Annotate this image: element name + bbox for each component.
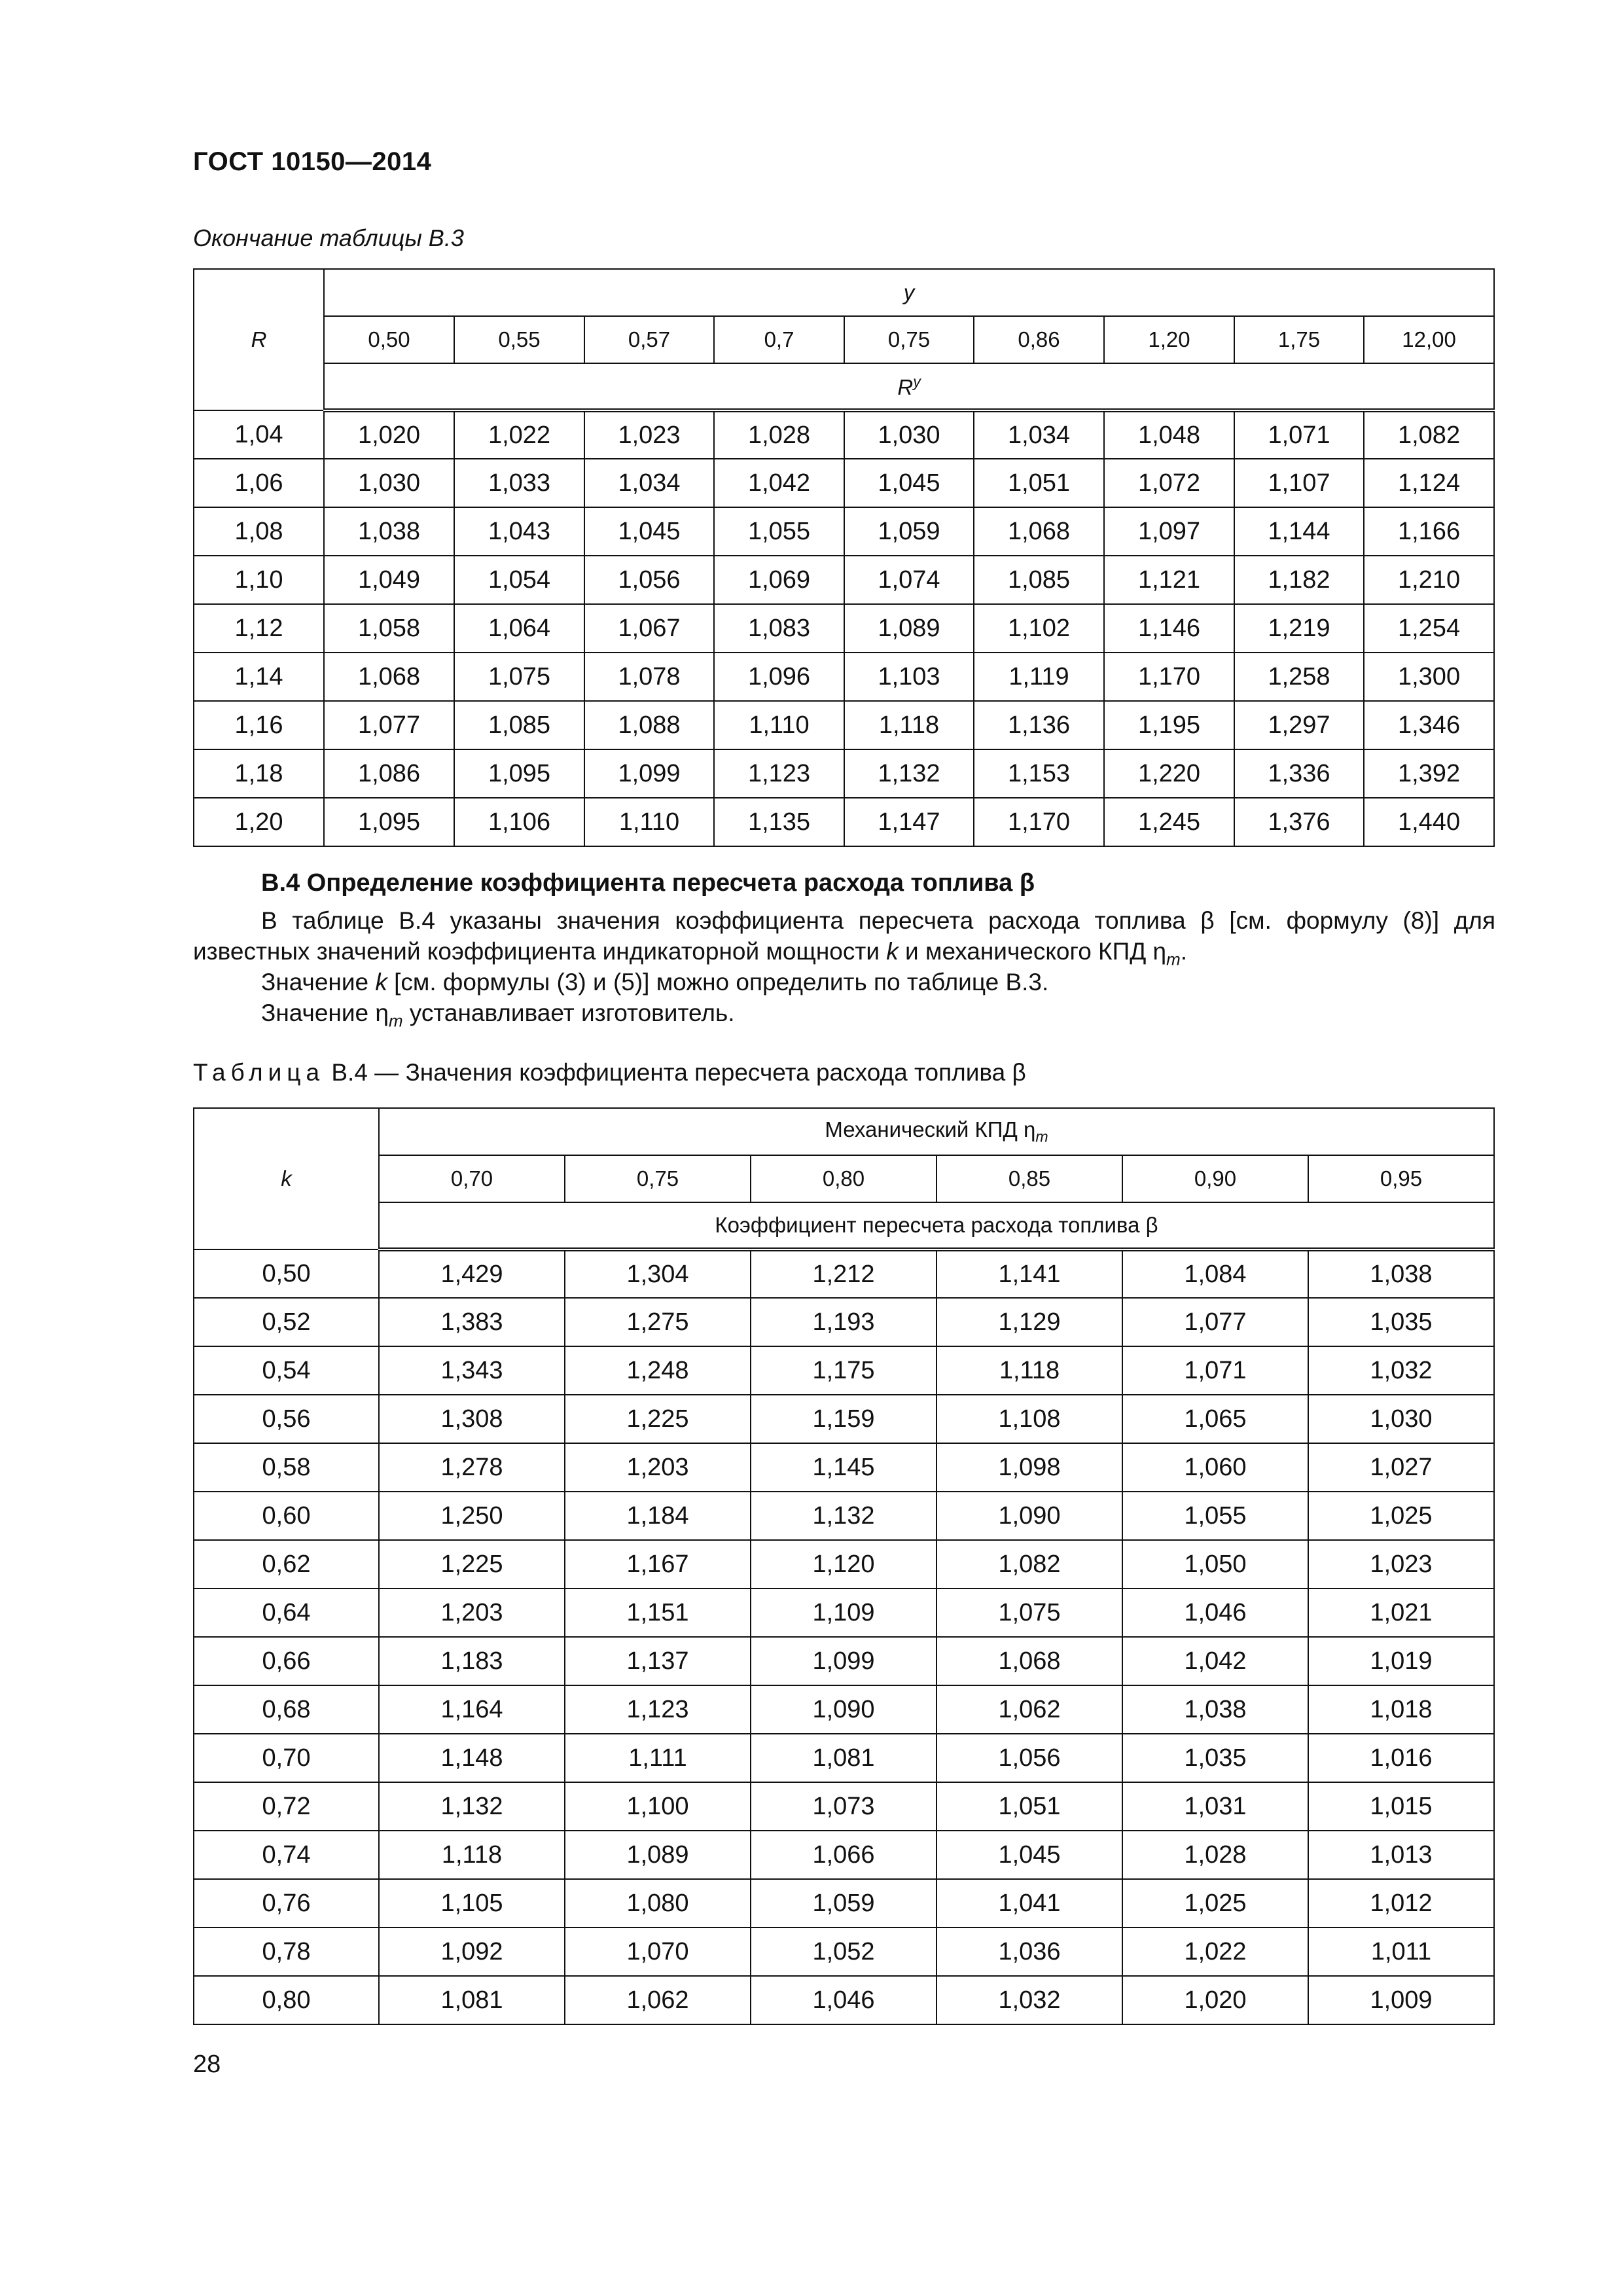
table-b3-cell: 1,297 (1234, 701, 1364, 749)
table-b3-cell: 1,058 (324, 604, 454, 653)
table-b4-row (194, 1782, 1494, 1831)
table-b3-cell: 1,136 (974, 701, 1104, 749)
page-number: 28 (193, 2051, 221, 2078)
table-b4-cell: 1,081 (751, 1734, 936, 1782)
table-b3-row (194, 410, 1494, 459)
table-b4-cell: 1,308 (379, 1395, 565, 1443)
table-b4-cell: 1,075 (936, 1588, 1122, 1637)
table-b3-cell: 1,074 (844, 556, 974, 604)
table-b4-cell: 1,022 (1122, 1928, 1308, 1976)
table-b4-cell: 1,141 (936, 1249, 1122, 1298)
table-b3-row (194, 798, 1494, 846)
table-b4-row (194, 1831, 1494, 1879)
table-b3-cell: 1,048 (1104, 410, 1234, 459)
table-b3-cell: 1,346 (1364, 701, 1494, 749)
table-b3-sub-header: $R^y$ (324, 363, 1494, 410)
table-b3-cell: 1,030 (324, 459, 454, 507)
table-b4-row-label: 0,50 (194, 1249, 379, 1298)
table-b4-cell: 1,036 (936, 1928, 1122, 1976)
table-b4-cell: 1,082 (936, 1540, 1122, 1588)
table-b3-cell: 1,170 (1104, 653, 1234, 701)
table-b3-cell: 1,254 (1364, 604, 1494, 653)
table-b4-row-label: 0,58 (194, 1443, 379, 1492)
table-b4-cell: 1,019 (1308, 1637, 1494, 1685)
table-b4 (193, 1107, 1495, 2025)
table-b3-cell: 1,078 (584, 653, 714, 701)
table-b4-cell: 1,012 (1308, 1879, 1494, 1928)
table-b3-cell: 1,376 (1234, 798, 1364, 846)
table-b4-cell: 1,090 (936, 1492, 1122, 1540)
table-b4-cell: 1,111 (565, 1734, 751, 1782)
table-b3-cell: 1,182 (1234, 556, 1364, 604)
table-b4-cell: 1,225 (379, 1540, 565, 1588)
table-b3-row-label: 1,12 (194, 604, 324, 653)
table-b4-cell: 1,051 (936, 1782, 1122, 1831)
table-b3-cell: 1,135 (714, 798, 844, 846)
section-b4-title: В.4 Определение коэффициента пересчета расхода топлива β (261, 869, 1035, 897)
table-b4-cell: 1,081 (379, 1976, 565, 2024)
table-b3-cell: 1,166 (1364, 507, 1494, 556)
table-b4-cell: 1,108 (936, 1395, 1122, 1443)
table-b4-cell: 1,089 (565, 1831, 751, 1879)
table-b4-cell: 1,118 (936, 1346, 1122, 1395)
table-b3-column-header: 12,00 (1364, 316, 1494, 363)
table-b4-row-label: 0,60 (194, 1492, 379, 1540)
table-b4-cell: 1,065 (1122, 1395, 1308, 1443)
table-b3-cell: 1,118 (844, 701, 974, 749)
table-b3-cell: 1,170 (974, 798, 1104, 846)
table-b4-sub-header: Коэффициент пересчета расхода топлива β (379, 1202, 1494, 1249)
table-b3-column-header: 0,57 (584, 316, 714, 363)
table-b3-row-label: 1,10 (194, 556, 324, 604)
table-b4-cell: 1,055 (1122, 1492, 1308, 1540)
table-b3-cell: 1,119 (974, 653, 1104, 701)
document-header: ГОСТ 10150—2014 (193, 147, 432, 176)
table-b4-row-label: 0,62 (194, 1540, 379, 1588)
table-b3-cell: 1,210 (1364, 556, 1494, 604)
table-b3-cell: 1,075 (454, 653, 584, 701)
table-b4-cell: 1,132 (379, 1782, 565, 1831)
table-b3-cell: 1,146 (1104, 604, 1234, 653)
table-b3-cell: 1,123 (714, 749, 844, 798)
table-b4-cell: 1,015 (1308, 1782, 1494, 1831)
table-b3-cell: 1,038 (324, 507, 454, 556)
table-b4-cell: 1,025 (1308, 1492, 1494, 1540)
table-b3-cell: 1,034 (584, 459, 714, 507)
table-b4-cell: 1,137 (565, 1637, 751, 1685)
table-b4-row (194, 1395, 1494, 1443)
table-b4-cell: 1,159 (751, 1395, 936, 1443)
table-b3-cell: 1,153 (974, 749, 1104, 798)
table-b3-cell: 1,110 (584, 798, 714, 846)
table-b4-row-label: 0,72 (194, 1782, 379, 1831)
table-b4-cell: 1,304 (565, 1249, 751, 1298)
table-b3-cell: 1,095 (324, 798, 454, 846)
table-b3-cell: 1,245 (1104, 798, 1234, 846)
table-b3-cell: 1,102 (974, 604, 1104, 653)
table-b4-cell: 1,203 (565, 1443, 751, 1492)
table-b4-row (194, 1685, 1494, 1734)
table-b3-row-label: 1,16 (194, 701, 324, 749)
table-b4-cell: 1,060 (1122, 1443, 1308, 1492)
table-b4-cell: 1,066 (751, 1831, 936, 1879)
table-b3-cell: 1,072 (1104, 459, 1234, 507)
table-b3-cell: 1,124 (1364, 459, 1494, 507)
table-b4-cell: 1,068 (936, 1637, 1122, 1685)
table-b4-cell: 1,031 (1122, 1782, 1308, 1831)
table-b3-cell: 1,086 (324, 749, 454, 798)
table-b4-cell: 1,030 (1308, 1395, 1494, 1443)
table-b4-cell: 1,038 (1122, 1685, 1308, 1734)
table-b3-row (194, 604, 1494, 653)
table-b4-row (194, 1298, 1494, 1346)
table-b3-cell: 1,440 (1364, 798, 1494, 846)
table-b4-cell: 1,183 (379, 1637, 565, 1685)
table-b4-cell: 1,038 (1308, 1249, 1494, 1298)
table-b4-row (194, 1249, 1494, 1298)
table-b4-cell: 1,184 (565, 1492, 751, 1540)
table-b3-cell: 1,055 (714, 507, 844, 556)
table-b4-cell: 1,050 (1122, 1540, 1308, 1588)
table-b3-cell: 1,220 (1104, 749, 1234, 798)
table-b3-cell: 1,033 (454, 459, 584, 507)
table-b4-row-header: k (194, 1108, 379, 1249)
table-b3-cell: 1,045 (584, 507, 714, 556)
table-b3-cell: 1,056 (584, 556, 714, 604)
table-b4-cell: 1,203 (379, 1588, 565, 1637)
table-b3-cell: 1,069 (714, 556, 844, 604)
table-b3-cell: 1,121 (1104, 556, 1234, 604)
table-b4-cell: 1,013 (1308, 1831, 1494, 1879)
table-b4-row (194, 1346, 1494, 1395)
table-b4-title: Таблица В.4 — Значения коэффициента пересчета расхода топлива β (193, 1059, 1026, 1086)
table-b4-cell: 1,099 (751, 1637, 936, 1685)
table-b4-cell: 1,100 (565, 1782, 751, 1831)
table-b3-cell: 1,034 (974, 410, 1104, 459)
table-b4-cell: 1,041 (936, 1879, 1122, 1928)
table-b3-cell: 1,144 (1234, 507, 1364, 556)
table-b4-cell: 1,025 (1122, 1879, 1308, 1928)
table-b4-cell: 1,090 (751, 1685, 936, 1734)
section-b4-paragraph-2: Значение k [см. формулы (3) и (5)] можно определить по таблице В.3. (261, 969, 1049, 996)
table-b3-cell: 1,067 (584, 604, 714, 653)
table-b4-cell: 1,052 (751, 1928, 936, 1976)
table-b3-column-header: 1,20 (1104, 316, 1234, 363)
table-b4-cell: 1,248 (565, 1346, 751, 1395)
table-b4-row (194, 1588, 1494, 1637)
table-b4-cell: 1,016 (1308, 1734, 1494, 1782)
table-b4-cell: 1,032 (936, 1976, 1122, 2024)
table-b4-cell: 1,109 (751, 1588, 936, 1637)
table-b4-cell: 1,059 (751, 1879, 936, 1928)
table-b3-cell: 1,195 (1104, 701, 1234, 749)
table-b4-cell: 1,077 (1122, 1298, 1308, 1346)
table-b4-row-label: 0,70 (194, 1734, 379, 1782)
table-b3-cell: 1,042 (714, 459, 844, 507)
table-b4-cell: 1,343 (379, 1346, 565, 1395)
table-b3-row-header: R (194, 269, 324, 410)
table-b3-group-header: y (324, 269, 1494, 316)
table-b4-cell: 1,027 (1308, 1443, 1494, 1492)
table-b4-column-header: 0,70 (379, 1155, 565, 1202)
table-b4-column-header: 0,85 (936, 1155, 1122, 1202)
table-b4-cell: 1,098 (936, 1443, 1122, 1492)
table-b4-cell: 1,120 (751, 1540, 936, 1588)
table-b4-row-label: 0,66 (194, 1637, 379, 1685)
table-b3-cell: 1,107 (1234, 459, 1364, 507)
table-b4-cell: 1,105 (379, 1879, 565, 1928)
table-b4-cell: 1,151 (565, 1588, 751, 1637)
table-b4-row-label: 0,56 (194, 1395, 379, 1443)
table-b4-group-header: Механический КПД $\eta_m$ (379, 1108, 1494, 1155)
table-b4-column-header: 0,80 (751, 1155, 936, 1202)
table-b3-column-header: 0,50 (324, 316, 454, 363)
table-b3-row (194, 507, 1494, 556)
table-b3-cell: 1,082 (1364, 410, 1494, 459)
table-b4-cell: 1,046 (751, 1976, 936, 2024)
section-b4-paragraph-1: В таблице В.4 указаны значения коэффициента пересчета расхода топлива β [см. формулу (8)] для известных значений коэффициента индикаторной мощности k и механического КПД $\eta_m$. (193, 907, 1495, 969)
table-b3-row-label: 1,20 (194, 798, 324, 846)
table-b3-cell: 1,132 (844, 749, 974, 798)
table-b3-cell: 1,020 (324, 410, 454, 459)
table-b4-cell: 1,028 (1122, 1831, 1308, 1879)
table-b4-row (194, 1443, 1494, 1492)
table-b4-cell: 1,225 (565, 1395, 751, 1443)
table-b4-cell: 1,032 (1308, 1346, 1494, 1395)
table-b4-cell: 1,035 (1122, 1734, 1308, 1782)
table-b4-cell: 1,011 (1308, 1928, 1494, 1976)
table-b4-cell: 1,275 (565, 1298, 751, 1346)
table-b4-cell: 1,042 (1122, 1637, 1308, 1685)
table-b4-cell: 1,429 (379, 1249, 565, 1298)
table-b4-row (194, 1492, 1494, 1540)
table-b4-row-label: 0,68 (194, 1685, 379, 1734)
table-b3-row (194, 653, 1494, 701)
table-b3-cell: 1,096 (714, 653, 844, 701)
table-b4-cell: 1,148 (379, 1734, 565, 1782)
table-b3-cell: 1,071 (1234, 410, 1364, 459)
table-b3-column-header: 0,7 (714, 316, 844, 363)
table-b4-column-header: 0,75 (565, 1155, 751, 1202)
table-b3-cell: 1,068 (324, 653, 454, 701)
table-b3-cell: 1,300 (1364, 653, 1494, 701)
table-b3-column-header: 0,86 (974, 316, 1104, 363)
table-b4-cell: 1,084 (1122, 1249, 1308, 1298)
table-b4-cell: 1,132 (751, 1492, 936, 1540)
table-b3-cell: 1,089 (844, 604, 974, 653)
table-b3-cell: 1,103 (844, 653, 974, 701)
table-b3-cell: 1,059 (844, 507, 974, 556)
table-b4-row-label: 0,64 (194, 1588, 379, 1637)
table-b3-cell: 1,045 (844, 459, 974, 507)
table-b4-row (194, 1637, 1494, 1685)
table-b4-row-label: 0,78 (194, 1928, 379, 1976)
table-b3-column-header: 0,75 (844, 316, 974, 363)
table-b3-row (194, 459, 1494, 507)
table-b4-cell: 1,145 (751, 1443, 936, 1492)
table-b4-cell: 1,129 (936, 1298, 1122, 1346)
table-b3-cell: 1,068 (974, 507, 1104, 556)
table-b4-cell: 1,278 (379, 1443, 565, 1492)
table-b4-row-label: 0,52 (194, 1298, 379, 1346)
table-b4-row (194, 1928, 1494, 1976)
table-b3-row-label: 1,06 (194, 459, 324, 507)
table-b4-row-label: 0,80 (194, 1976, 379, 2024)
table-b3-cell: 1,097 (1104, 507, 1234, 556)
table-b4-cell: 1,123 (565, 1685, 751, 1734)
table-b3-column-header: 0,55 (454, 316, 584, 363)
table-b3-cell: 1,023 (584, 410, 714, 459)
table-b4-cell: 1,035 (1308, 1298, 1494, 1346)
table-b3-cell: 1,083 (714, 604, 844, 653)
table-b3-cell: 1,392 (1364, 749, 1494, 798)
section-b4-paragraph-3: Значение $\eta_m$ устанавливает изготовитель. (261, 999, 735, 1031)
table-b4-cell: 1,045 (936, 1831, 1122, 1879)
table-b3-cell: 1,030 (844, 410, 974, 459)
table-b4-cell: 1,062 (936, 1685, 1122, 1734)
table-b4-row (194, 1879, 1494, 1928)
table-b3-cell: 1,028 (714, 410, 844, 459)
table-b4-cell: 1,071 (1122, 1346, 1308, 1395)
table-b4-cell: 1,056 (936, 1734, 1122, 1782)
table-b4-cell: 1,383 (379, 1298, 565, 1346)
table-b3-row (194, 701, 1494, 749)
table-b4-cell: 1,164 (379, 1685, 565, 1734)
table-b4-cell: 1,020 (1122, 1976, 1308, 2024)
table-b4-row (194, 1734, 1494, 1782)
table-b3-cell: 1,088 (584, 701, 714, 749)
table-b3-row-label: 1,18 (194, 749, 324, 798)
table-b3-row (194, 749, 1494, 798)
table-b4-cell: 1,046 (1122, 1588, 1308, 1637)
table-b4-row (194, 1540, 1494, 1588)
table-b4-cell: 1,175 (751, 1346, 936, 1395)
table-b4-cell: 1,018 (1308, 1685, 1494, 1734)
table-b4-cell: 1,092 (379, 1928, 565, 1976)
table-b3-cell: 1,054 (454, 556, 584, 604)
table-b3-row (194, 556, 1494, 604)
table-b4-column-header: 0,95 (1308, 1155, 1494, 1202)
table-b3-cell: 1,043 (454, 507, 584, 556)
table-b4-cell: 1,118 (379, 1831, 565, 1879)
table-b4-cell: 1,009 (1308, 1976, 1494, 2024)
table-b3-cell: 1,085 (454, 701, 584, 749)
table-b3-cell: 1,106 (454, 798, 584, 846)
table-b3-cell: 1,049 (324, 556, 454, 604)
table-b4-cell: 1,167 (565, 1540, 751, 1588)
table-b4-column-header: 0,90 (1122, 1155, 1308, 1202)
table-b3-row-label: 1,14 (194, 653, 324, 701)
table-b4-cell: 1,021 (1308, 1588, 1494, 1637)
table-b4-cell: 1,250 (379, 1492, 565, 1540)
table-b4-cell: 1,073 (751, 1782, 936, 1831)
table-b3-cell: 1,258 (1234, 653, 1364, 701)
table-b3-caption: Окончание таблицы В.3 (193, 224, 464, 251)
table-b3-cell: 1,147 (844, 798, 974, 846)
table-b4-row-label: 0,74 (194, 1831, 379, 1879)
table-b4-row-label: 0,54 (194, 1346, 379, 1395)
table-b3-cell: 1,077 (324, 701, 454, 749)
table-b3-column-header: 1,75 (1234, 316, 1364, 363)
table-b3-cell: 1,099 (584, 749, 714, 798)
table-b3-cell: 1,110 (714, 701, 844, 749)
table-b4-cell: 1,080 (565, 1879, 751, 1928)
table-b3-cell: 1,336 (1234, 749, 1364, 798)
table-b3-row-label: 1,04 (194, 410, 324, 459)
table-b4-cell: 1,023 (1308, 1540, 1494, 1588)
table-b4-cell: 1,070 (565, 1928, 751, 1976)
table-b3-cell: 1,051 (974, 459, 1104, 507)
table-b3-cell: 1,095 (454, 749, 584, 798)
table-b3-cell: 1,064 (454, 604, 584, 653)
table-b3 (193, 268, 1495, 847)
table-b4-cell: 1,062 (565, 1976, 751, 2024)
table-b4-row (194, 1976, 1494, 2024)
table-b3-cell: 1,085 (974, 556, 1104, 604)
table-b4-cell: 1,212 (751, 1249, 936, 1298)
table-b3-cell: 1,219 (1234, 604, 1364, 653)
table-b3-cell: 1,022 (454, 410, 584, 459)
table-b4-row-label: 0,76 (194, 1879, 379, 1928)
table-b4-cell: 1,193 (751, 1298, 936, 1346)
table-b3-row-label: 1,08 (194, 507, 324, 556)
